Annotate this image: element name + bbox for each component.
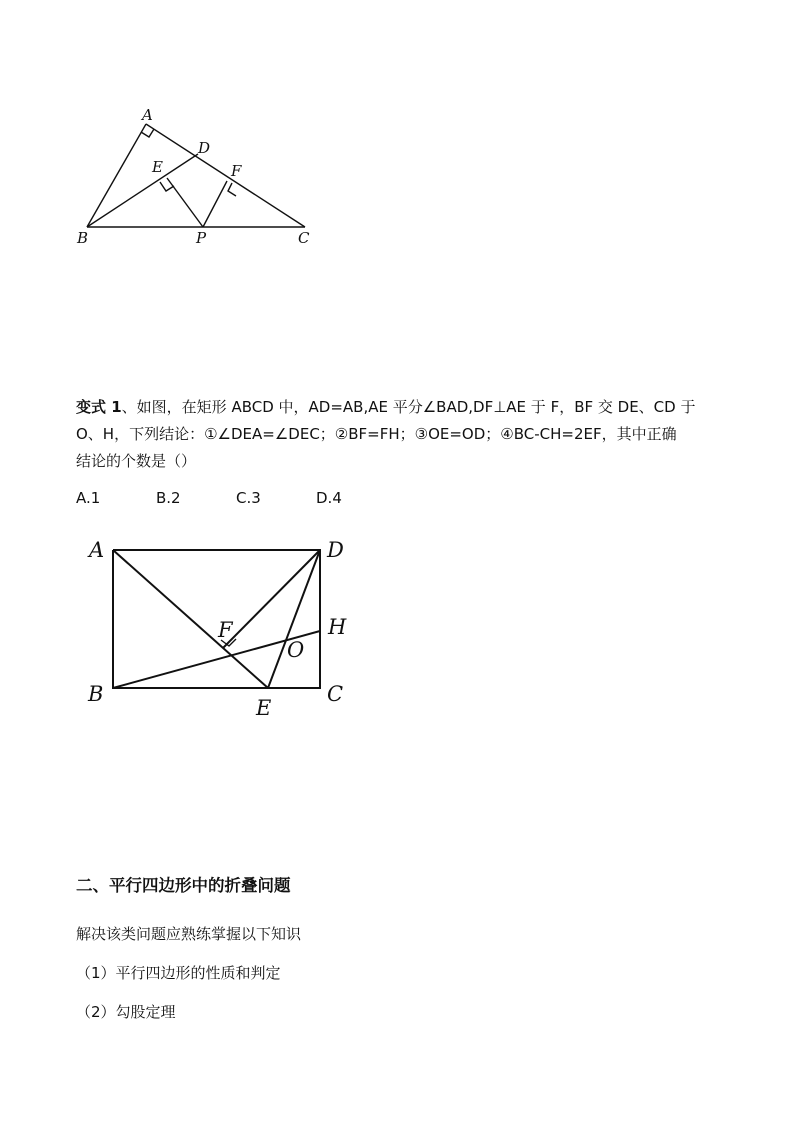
problem-text-line-1: 、如图，在矩形 ABCD 中，AD=AB,AE 平分∠BAD,DF⊥AE 于 F，BF 交 DE、CD 于 (121, 398, 696, 416)
label-a: A (89, 538, 105, 562)
problem-prefix: 变式 1 (76, 398, 122, 416)
label-e: E (256, 696, 272, 720)
label-f: F (231, 162, 242, 180)
answer-options (76, 489, 396, 507)
problem-line-2: O、H，下列结论：①∠DEA=∠DEC；②BF=FH；③OE=OD；④BC-CH=2EF，其中正确 (76, 425, 677, 443)
label-c: C (327, 682, 344, 706)
segment-pe (167, 178, 203, 227)
label-h: H (328, 615, 347, 639)
option-b: B.2 (156, 489, 181, 507)
segment-bd (87, 154, 198, 227)
right-angle-e (160, 182, 174, 191)
label-d: D (198, 139, 211, 157)
problem-text (76, 394, 726, 475)
option-d: D.4 (316, 489, 342, 507)
section-intro: 解决该类问题应熟练掌握以下知识 (76, 925, 302, 943)
option-c: C.3 (236, 489, 261, 507)
knowledge-item-1: （1）平行四边形的性质和判定 (76, 964, 281, 982)
option-a: A.1 (76, 489, 101, 507)
label-e: E (152, 158, 163, 176)
knowledge-item-2: （2）勾股定理 (76, 1003, 176, 1021)
side-ab (87, 124, 146, 227)
label-b: B (77, 229, 89, 247)
label-a: A (142, 106, 153, 124)
label-o: O (287, 638, 305, 662)
problem-line-3: 结论的个数是（） (76, 452, 197, 470)
label-p: P (196, 229, 207, 247)
label-c: C (298, 229, 310, 247)
section-title: 二、平行四边形中的折叠问题 (76, 876, 291, 895)
right-angle-f (228, 183, 236, 196)
rectangle-figure (80, 532, 360, 722)
segment-pf (203, 181, 227, 227)
label-f: F (218, 618, 233, 642)
label-b: B (88, 682, 104, 706)
side-ac (146, 124, 305, 227)
label-d: D (327, 538, 344, 562)
triangle-figure (70, 100, 330, 255)
problem-line-1 (76, 394, 726, 421)
